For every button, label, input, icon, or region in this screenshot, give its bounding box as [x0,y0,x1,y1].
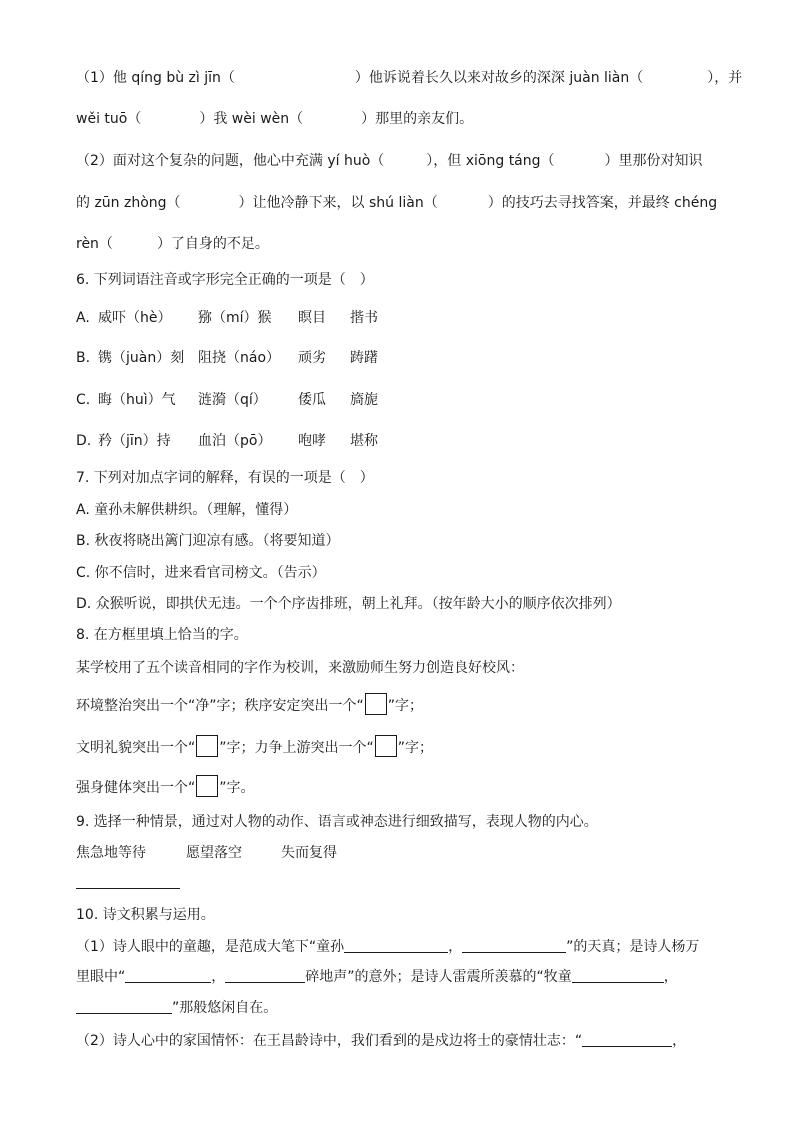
option-word: 倭瓜 [298,392,326,408]
option-word: 涟漪（qí） [198,392,267,408]
option-word: 堪称 [350,433,378,449]
answer-line[interactable] [76,888,180,889]
q5-p2-l1-text-b: ），但 xiōng táng（ [426,153,555,169]
q10-l2-text-d: ， [663,969,678,985]
q10-l2-text-a: 里眼中“ [76,969,126,985]
q9-choices [76,843,337,863]
q5-p2-l1-text-a: （2）面对这个复杂的问题，他心中充满 yí huò（ [76,153,385,169]
q6-option-d[interactable] [76,431,378,451]
fill-box[interactable] [365,693,387,715]
q10-stem: 10. 诗文积累与运用。 [76,907,215,923]
answer-line[interactable] [125,968,211,983]
answer-line[interactable] [582,1032,672,1047]
q8-intro: 某学校用了五个读音相同的字作为校训，来激励师生努力创造良好校风： [76,660,524,676]
q10-l4-text-a: （2）诗人心中的家国情怀：在王昌龄诗中，我们看到的是戍边将士的豪情壮志：“ [76,1033,583,1049]
q5-p2-line3 [76,234,269,254]
q7-stem: 7. 下列对加点字词的解释，有误的一项是（ ） [76,470,374,486]
answer-line[interactable] [462,938,566,953]
option-word: 血泊（pō） [198,433,272,449]
q7-option-c[interactable]: C. 你不信时，进来看官司榜文。（告示） [76,565,326,581]
option-word: 晦（huì）气 [98,392,176,408]
option-word: 威吓（hè） [98,310,172,326]
option-word: 顽劣 [298,350,326,366]
option-word: 阻挠（náo） [198,350,281,366]
option-label: C. [76,392,91,408]
q5-p1-l2-text-b: ）我 wèi wèn（ [199,111,304,127]
fill-box[interactable] [375,735,397,757]
q5-p2-l2-text-c: ）的技巧去寻找答案，并最终 chéng [487,195,718,211]
q8-stem: 8. 在方框里填上恰当的字。 [76,627,248,643]
q10-line1 [76,937,699,957]
q8-l3-text-b: ”字。 [219,780,255,796]
q8-l1-text-b: ”字； [387,698,424,714]
q8-l2-text-a: 文明礼貌突出一个“ [76,740,196,756]
q7-option-a[interactable]: A. 童孙未解供耕织。（理解，懂得） [76,502,298,518]
q6-stem: 6. 下列词语注音或字形完全正确的一项是（ ） [76,272,374,288]
q10-l4-text-b: ， [672,1033,687,1049]
q9-choice: 愿望落空 [186,845,242,861]
option-word: 矜（jīn）持 [98,433,171,449]
q5-p1-line1 [76,68,742,88]
option-word: 踌躇 [350,350,378,366]
answer-line[interactable] [225,968,305,983]
q5-p1-l2-text-c: ）那里的亲友们。 [361,111,474,127]
q10-l1-text-b: ， [448,939,463,955]
q5-p2-l3-text-b: ）了自身的不足。 [156,236,269,252]
option-label: B. [76,350,91,366]
q8-l1-text-a: 环境整治突出一个“净”字；秩序安定突出一个“ [76,698,364,714]
answer-line[interactable] [76,999,172,1014]
q6-option-b[interactable] [76,348,378,368]
q7-option-d[interactable]: D. 众猴听说，即拱伏无违。一个个序齿排班，朝上礼拜。（按年龄大小的顺序依次排列） [76,596,621,612]
q5-p1-l1-text-a: （1）他 qíng bù zì jīn（ [76,70,235,86]
q10-line4 [76,1031,686,1051]
q8-l2-text-c: ”字； [397,740,434,756]
fill-box[interactable] [196,735,218,757]
q9-stem: 9. 选择一种情景，通过对人物的动作、语言或神态进行细致描写，表现人物的内心。 [76,814,598,830]
option-label: A. [76,310,90,326]
q5-p2-l3-text-a: rèn（ [76,236,113,252]
q5-p1-l1-text-c: ），并 [707,70,743,86]
q10-l1-text-a: （1）诗人眼中的童趣，是范成大笔下“童孙 [76,939,345,955]
answer-line[interactable] [572,968,664,983]
q8-l2-text-b: ”字；力争上游突出一个“ [219,740,374,756]
q8-line2 [76,735,433,758]
q10-l1-text-c: ”的天真；是诗人杨万 [566,939,700,955]
option-word: 旖旎 [350,392,378,408]
option-word: 猕（mí）猴 [198,310,272,326]
q10-line3 [76,998,277,1018]
q8-l3-text-a: 强身健体突出一个“ [76,780,196,796]
q5-p1-line2 [76,109,473,129]
option-word: 揩书 [350,310,378,326]
option-word: 咆哮 [298,433,326,449]
option-label: D. [76,433,92,449]
fill-box[interactable] [196,775,218,797]
q5-p1-l1-text-b: ）他诉说着长久以来对故乡的深深 juàn liàn（ [354,70,644,86]
option-word: 镌（juàn）刻 [98,350,185,366]
q7-option-b[interactable]: B. 秋夜将晓出篱门迎凉有感。（将要知道） [76,533,340,549]
q5-p2-line2 [76,193,717,213]
q5-p2-l2-text-b: ）让他冷静下来，以 shú liàn（ [238,195,438,211]
q8-line1 [76,693,423,716]
q9-choice: 焦急地等待 [76,845,146,861]
q5-p1-l2-text-a: wěi tuō（ [76,111,142,127]
answer-line[interactable] [344,938,448,953]
q5-p2-line1 [76,151,703,171]
q10-l2-text-b: ， [211,969,226,985]
q6-option-a[interactable] [76,308,378,328]
q10-l3-text-a: ”那般悠闲自在。 [172,1000,278,1016]
q9-choice: 失而复得 [281,845,337,861]
q6-option-c[interactable] [76,390,378,410]
q5-p2-l2-text-a: 的 zūn zhòng（ [76,195,181,211]
q8-line3 [76,775,255,798]
q10-line2 [76,967,678,987]
q10-l2-text-c: 碎地声”的意外；是诗人雷震所羡慕的“牧童 [305,969,572,985]
option-word: 瞑目 [298,310,326,326]
q5-p2-l1-text-c: ）里那份对知识 [604,153,703,169]
